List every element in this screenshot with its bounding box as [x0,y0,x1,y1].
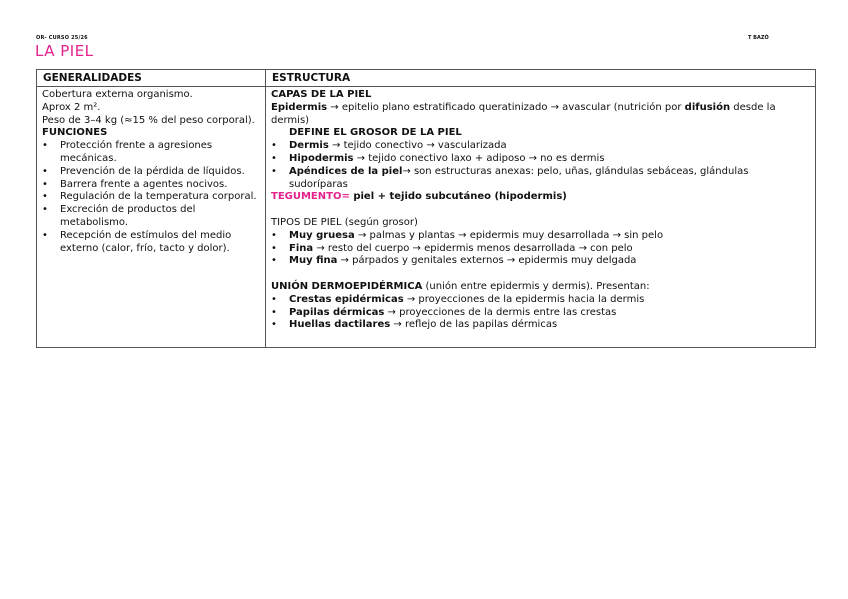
list-item [42,191,260,204]
grosor-heading: DEFINE EL GROSOR DE LA PIEL [289,127,462,139]
bullet-icon: • [42,140,48,152]
list-item-text: → son estructuras anexas: pelo, uñas, glándulas sebáceas, glándulas sudoríparas [289,165,749,190]
list-item-text: Protección frente a agresiones mecánicas. [60,140,213,164]
content-row [37,87,816,348]
capas-list [271,140,810,191]
list-item [42,179,260,192]
list-item-term: Muy fina [289,255,338,267]
list-item [271,307,810,320]
funciones-heading: FUNCIONES [42,127,108,139]
list-item-text: Barrera frente a agentes nocivos. [60,178,228,190]
bullet-icon: • [271,165,277,177]
bullet-icon: • [42,229,48,241]
list-item-term: Muy gruesa [289,229,355,241]
bullet-icon: • [42,204,48,216]
list-item-text: → resto del cuerpo → epidermis menos desarrollada → con pelo [313,242,633,254]
bullet-icon: • [42,191,48,203]
list-item-term: Hipodermis [289,152,354,164]
capas-heading: CAPAS DE LA PIEL [271,89,372,100]
epidermis-line [271,102,810,128]
list-item [271,230,810,243]
author-label: T BAZÓ [748,35,769,41]
union-term: UNIÓN DERMOEPIDÉRMICA [271,280,423,292]
difusion-term: difusión [684,101,731,113]
list-item [42,230,260,256]
bullet-icon: • [271,242,277,254]
list-item-text: Recepción de estímulos del medio externo (calor, frío, tacto y dolor). [60,229,232,254]
spacer [271,268,810,281]
header-row [37,70,816,87]
list-item [271,294,810,307]
epidermis-text: → epitelio plano estratificado queratinizado → avascular (nutrición por [327,101,685,113]
list-item-term: Huellas dactilares [289,319,391,331]
list-item [42,140,260,166]
tipos-heading: TIPOS DE PIEL (según grosor) [271,216,418,228]
column-header-estructura: ESTRUCTURA [266,70,816,87]
bullet-icon: • [42,165,48,177]
bullet-icon: • [42,178,48,190]
bullet-icon: • [271,306,277,318]
spacer [271,204,810,217]
bullet-icon: • [271,293,277,305]
list-item [271,255,810,268]
content-table [36,69,816,348]
list-item-text: → párpados y genitales externos → epidermis muy delgada [337,255,637,267]
epidermis-text-end: desde la dermis) [271,101,776,126]
estructura-cell [266,87,816,348]
tipos-list [271,230,810,268]
course-label: OR- CURSO 25/26 [36,35,88,41]
list-item-text: Prevención de la pérdida de líquidos. [60,165,245,177]
union-text: (unión entre epidermis y dermis). Presentan: [422,280,650,292]
list-item-text: → reflejo de las papilas dérmicas [390,319,558,331]
list-item [271,243,810,256]
epidermis-term: Epidermis [271,101,328,113]
tegumento-text: piel + tejido subcutáneo (hipodermis) [349,191,567,203]
list-item [271,166,810,192]
generalidades-line: Aprox 2 m². [42,101,101,113]
list-item [42,204,260,230]
list-item-text: → proyecciones de la dermis entre las crestas [384,306,617,318]
page-title: LA PIEL [35,42,94,60]
list-item [271,153,810,166]
list-item [42,166,260,179]
list-item [271,319,810,332]
generalidades-line: Peso de 3–4 kg (≈15 % del peso corporal). [42,114,255,126]
funciones-list [42,140,260,255]
list-item-text: → tejido conectivo → vascularizada [328,140,507,152]
tegumento-term: TEGUMENTO= [271,191,350,203]
union-heading [271,281,810,294]
list-item-text: → palmas y plantas → epidermis muy desarrollada → sin pelo [354,229,664,241]
bullet-icon: • [271,229,277,241]
bullet-icon: • [271,319,277,331]
column-header-generalidades: GENERALIDADES [37,70,266,87]
list-item-term: Crestas epidérmicas [289,293,404,305]
list-item-text: → tejido conectivo laxo + adiposo → no es dermis [353,152,605,164]
bullet-icon: • [271,255,277,267]
list-item-term: Dermis [289,140,329,152]
generalidades-line: Cobertura externa organismo. [42,89,193,100]
list-item-term: Fina [289,242,314,254]
union-list [271,294,810,332]
bullet-icon: • [271,140,277,152]
list-item-term: Apéndices de la piel [289,165,403,177]
list-item-text: Regulación de la temperatura corporal. [60,191,257,203]
list-item-text: Excreción de productos del metabolismo. [60,204,196,228]
generalidades-cell [37,87,266,348]
list-item [271,140,810,153]
tegumento-line [271,191,810,204]
list-item-text: → proyecciones de la epidermis hacia la dermis [403,293,645,305]
list-item-term: Papilas dérmicas [289,306,385,318]
bullet-icon: • [271,152,277,164]
